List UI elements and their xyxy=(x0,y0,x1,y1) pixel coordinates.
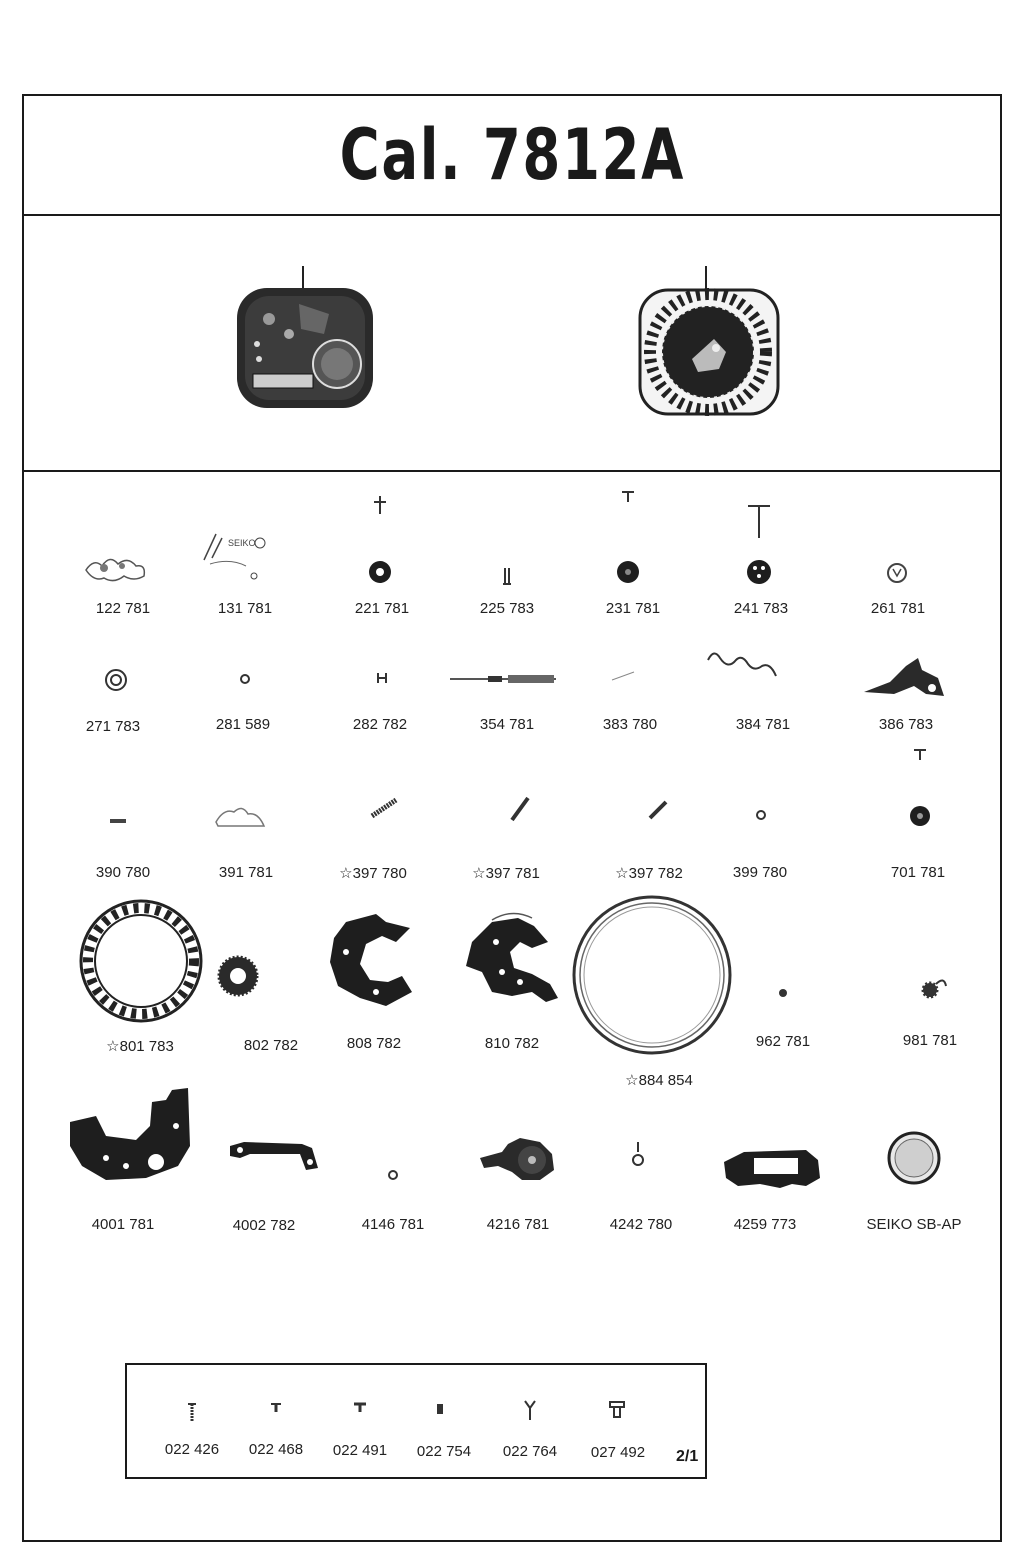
part-383780-label: 383 780 xyxy=(602,716,658,733)
part-241783-label: 241 783 xyxy=(733,600,789,617)
part-884854-image xyxy=(568,892,736,1058)
part-271783-image xyxy=(104,668,128,692)
part-261781-image xyxy=(886,562,908,584)
part-122781-image xyxy=(84,552,148,586)
part-397781-label: ☆397 781 xyxy=(472,865,540,882)
part-122781-label: 122 781 xyxy=(95,600,151,617)
part-354781-image xyxy=(448,672,558,686)
part-386783-label: 386 783 xyxy=(878,716,934,733)
screws-box xyxy=(125,1363,707,1479)
part-4259773-label: 4259 773 xyxy=(733,1216,797,1233)
part-131781-image xyxy=(200,530,270,586)
part-802782-image xyxy=(216,954,260,998)
part-4259773-image xyxy=(720,1144,824,1192)
screw-027492-label: 027 492 xyxy=(590,1444,646,1461)
part-4216781-label: 4216 781 xyxy=(486,1216,550,1233)
screw-022468-label: 022 468 xyxy=(248,1441,304,1458)
part-4242780-image xyxy=(630,1140,646,1168)
scale-mark: 2/1 xyxy=(676,1448,699,1465)
part-802782-label: 802 782 xyxy=(243,1037,299,1054)
part-390780-label: 390 780 xyxy=(95,864,151,881)
part-231781-label: 231 781 xyxy=(605,600,661,617)
part-801783-label: ☆801 783 xyxy=(106,1038,174,1055)
part-221781-label: 221 781 xyxy=(354,600,410,617)
battery-seiko-sbap-label: SEIKO SB-AP xyxy=(866,1216,962,1233)
part-397782-image xyxy=(646,798,670,822)
part-282782-label: 282 782 xyxy=(352,716,408,733)
movement-photo-box xyxy=(24,214,1000,472)
title-box xyxy=(24,96,1000,216)
part-281589-image xyxy=(238,672,252,686)
part-225783-label: 225 783 xyxy=(479,600,535,617)
screw-022491-image xyxy=(352,1400,368,1414)
part-801783-image xyxy=(74,896,208,1026)
screw-022491-label: 022 491 xyxy=(332,1442,388,1459)
screw-022754-label: 022 754 xyxy=(416,1443,472,1460)
screw-022426-image xyxy=(184,1400,200,1426)
part-131781-label: 131 781 xyxy=(217,600,273,617)
part-962781-label: 962 781 xyxy=(755,1033,811,1050)
part-810782-image xyxy=(462,912,562,1004)
part-4002782-label: 4002 782 xyxy=(232,1217,296,1234)
part-4001781-image xyxy=(66,1086,192,1184)
screw-022468-image xyxy=(268,1400,284,1416)
part-282782-image xyxy=(374,670,390,686)
part-390780-image xyxy=(108,816,128,826)
part-981781-image xyxy=(916,974,950,1002)
part-981781-label: 981 781 xyxy=(902,1032,958,1049)
part-962781-image xyxy=(776,986,790,1000)
part-397782-label: ☆397 782 xyxy=(615,865,683,882)
part-701781-image xyxy=(906,744,934,830)
part-391781-label: 391 781 xyxy=(218,864,274,881)
part-808782-image xyxy=(326,912,418,1008)
part-386783-image xyxy=(860,652,948,702)
part-397781-image xyxy=(506,794,534,824)
part-384781-image xyxy=(706,644,780,680)
screw-022764-label: 022 764 xyxy=(502,1443,558,1460)
part-391781-image xyxy=(214,802,268,830)
part-225783-image xyxy=(500,566,514,586)
part-354781-label: 354 781 xyxy=(479,716,535,733)
part-4001781-label: 4001 781 xyxy=(91,1216,155,1233)
movement-front-photo xyxy=(229,264,379,424)
part-4146781-image xyxy=(386,1168,400,1182)
part-701781-label: 701 781 xyxy=(890,864,946,881)
part-383780-image xyxy=(608,668,638,684)
part-397780-label: ☆397 780 xyxy=(339,865,407,882)
part-281589-label: 281 589 xyxy=(215,716,271,733)
screw-022754-image xyxy=(434,1402,446,1416)
part-397780-image xyxy=(368,796,400,820)
part-810782-label: 810 782 xyxy=(484,1035,540,1052)
part-261781-label: 261 781 xyxy=(870,600,926,617)
part-4002782-image xyxy=(226,1138,320,1174)
part-808782-label: 808 782 xyxy=(346,1035,402,1052)
svg-text:SEIKO: SEIKO xyxy=(228,538,256,548)
screw-022426-label: 022 426 xyxy=(164,1441,220,1458)
part-4242780-label: 4242 780 xyxy=(609,1216,673,1233)
part-384781-label: 384 781 xyxy=(735,716,791,733)
screw-027492-image xyxy=(608,1400,626,1420)
screw-022764-image xyxy=(522,1398,538,1422)
part-4146781-label: 4146 781 xyxy=(361,1216,425,1233)
part-399780-image xyxy=(754,808,768,822)
movement-back-photo xyxy=(634,264,784,424)
part-884854-label: ☆884 854 xyxy=(625,1072,693,1089)
battery-seiko-sbap-image xyxy=(886,1130,942,1186)
part-4216781-image xyxy=(478,1134,560,1184)
part-241783-image xyxy=(742,502,776,586)
part-221781-image xyxy=(366,494,394,586)
part-399780-label: 399 780 xyxy=(732,864,788,881)
part-231781-image xyxy=(614,488,642,586)
part-271783-label: 271 783 xyxy=(85,718,141,735)
page-title: Cal. 7812A xyxy=(339,114,685,196)
